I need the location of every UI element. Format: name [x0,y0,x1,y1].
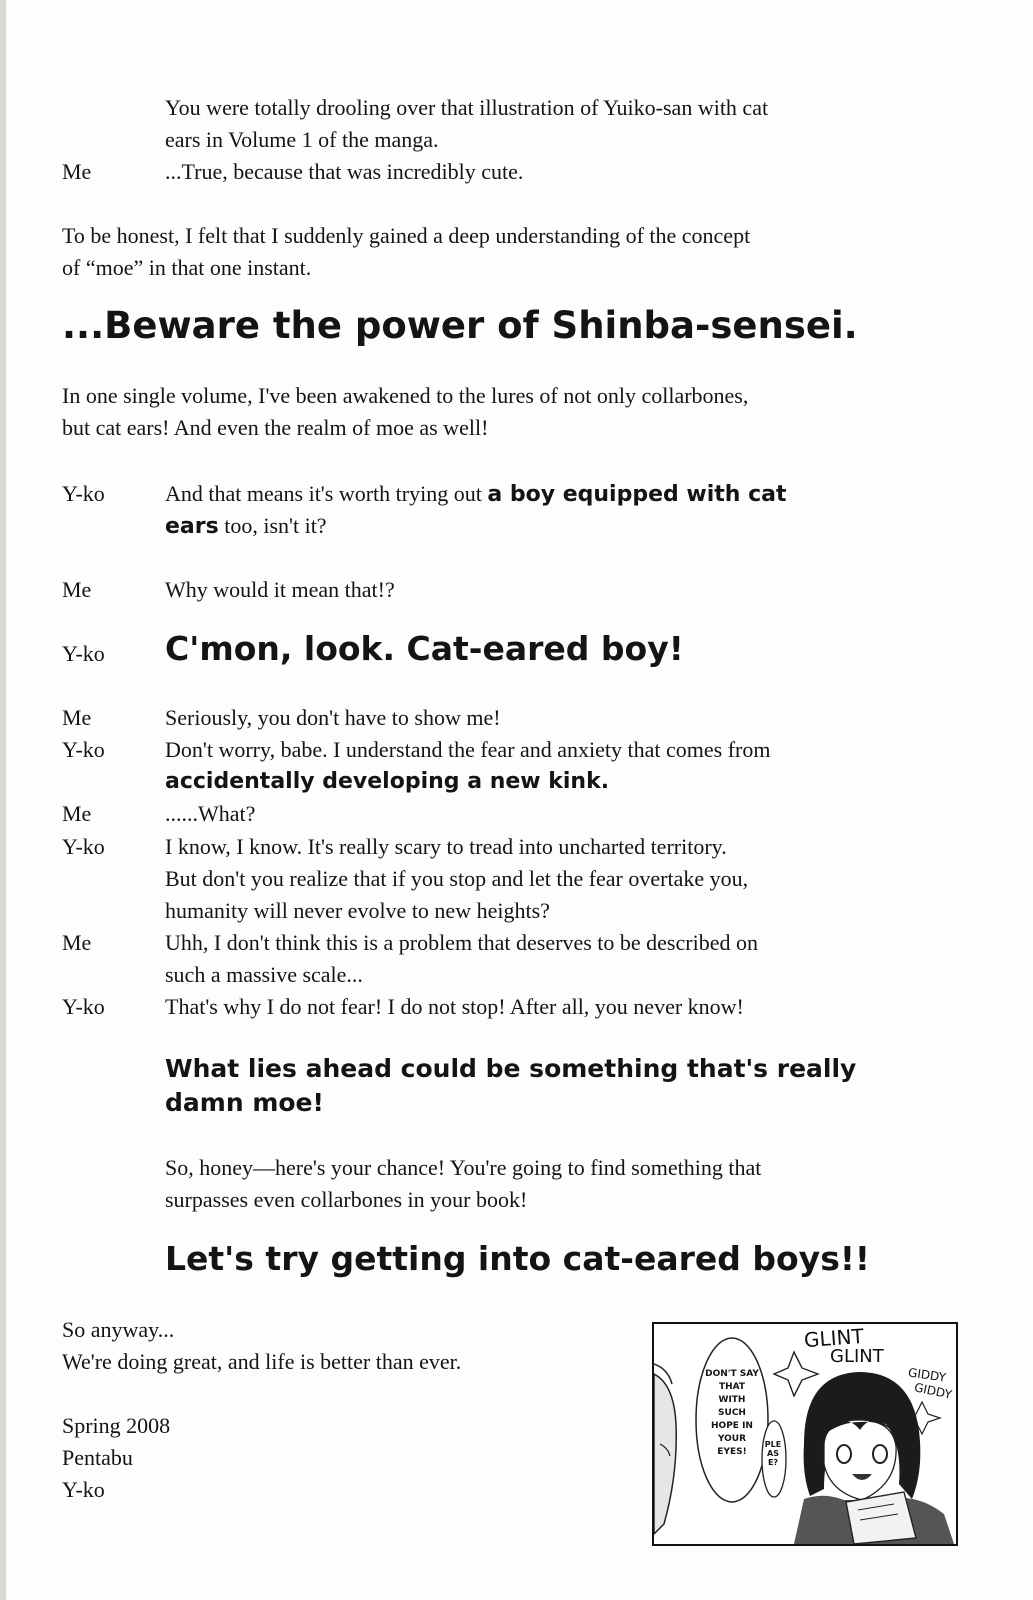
signoff-name: Y-ko [62,1477,105,1502]
speaker-label: Me [62,801,92,826]
speaker-label: Me [62,705,92,730]
speaker-label: Y-ko [62,994,105,1019]
text-line: That's why I do not fear! I do not stop! After all, you never know! [165,994,744,1019]
speaker-label: Y-ko [62,834,105,859]
text-line: So anyway... [62,1317,175,1342]
speaker-label: Me [62,930,92,955]
speaker-label: Y-ko [62,481,105,506]
bold-span: a boy equipped with cat [487,482,787,507]
text-line: Uhh, I don't think this is a problem that deserves to be described on [165,930,758,955]
headline: Let's try getting into cat-eared boys!! [165,1239,870,1278]
text-line [165,510,327,543]
emphasis-line: damn moe! [165,1088,324,1117]
speech-bubble-text: DON'T SAY THAT WITH SUCH HOPE IN YOUR EYES! [705,1369,759,1457]
sound-effect: GIDDY [907,1365,947,1385]
emphasis-line: What lies ahead could be something that's really [165,1054,857,1083]
signoff-date: Spring 2008 [62,1413,171,1438]
bold-line: accidentally developing a new kink. [165,769,610,794]
text-line: To be honest, I felt that I suddenly gained a deep understanding of the concept [62,223,751,248]
signoff-name: Pentabu [62,1445,133,1470]
text-line: of “moe” in that one instant. [62,255,312,280]
text-span: too, isn't it? [218,513,327,538]
comic-panel [652,1322,958,1546]
headline: ...Beware the power of Shinba-sensei. [62,304,858,347]
sound-effect: GIDDY [912,1380,954,1402]
text-line: Seriously, you don't have to show me! [165,705,501,730]
text-line: But don't you realize that if you stop and let the fear overtake you, [165,866,749,891]
text-line: We're doing great, and life is better than ever. [62,1349,462,1374]
bold-span: ears [165,514,219,539]
text-line: ......What? [165,801,256,826]
speaker-label: Y-ko [62,641,105,666]
text-line: You were totally drooling over that illustration of Yuiko-san with cat [165,95,769,120]
speaker-label: Y-ko [62,737,105,762]
emphasis-line: C'mon, look. Cat-eared boy! [165,629,684,668]
sound-effect: GLINT [830,1346,884,1367]
text-line: I know, I know. It's really scary to tread into uncharted territory. [165,834,727,859]
text-line: but cat ears! And even the realm of moe as well! [62,415,489,440]
comic-illustration [654,1324,956,1544]
text-line: surpasses even collarbones in your book! [165,1187,528,1212]
text-line [165,478,787,511]
text-line: Don't worry, babe. I understand the fear and anxiety that comes from [165,737,771,762]
speech-bubble-text: PLEASE? [764,1440,782,1467]
text-line: such a massive scale... [165,962,363,987]
speaker-label: Me [62,159,92,184]
text-line: humanity will never evolve to new heights? [165,898,550,923]
text-line: Why would it mean that!? [165,577,395,602]
text-line: So, honey—here's your chance! You're going to find something that [165,1155,762,1180]
text-span: And that means it's worth trying out [165,481,488,506]
text-line: In one single volume, I've been awakened to the lures of not only collarbones, [62,383,749,408]
speaker-label: Me [62,577,92,602]
sound-effect: GLINT [803,1323,865,1353]
text-line: ears in Volume 1 of the manga. [165,127,439,152]
text-line: ...True, because that was incredibly cute. [165,159,524,184]
